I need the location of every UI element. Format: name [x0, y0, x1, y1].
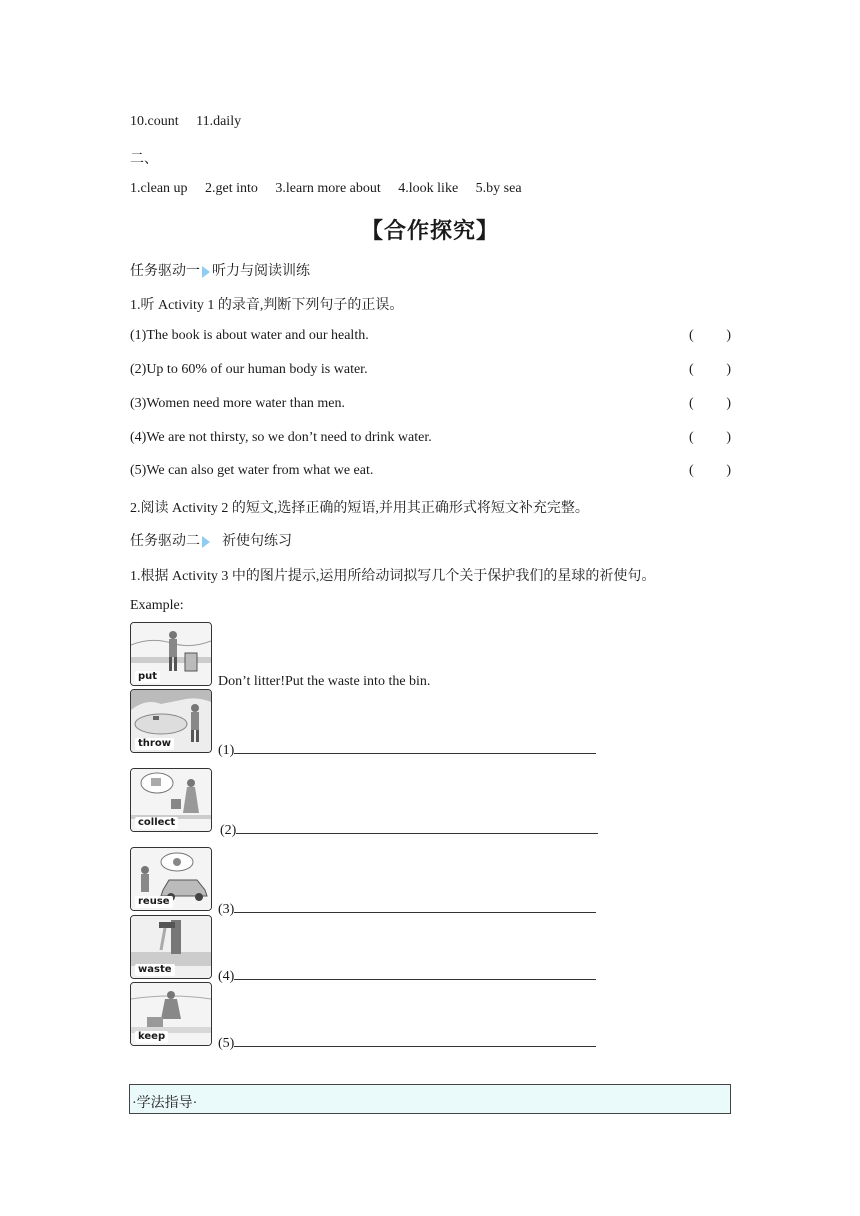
arrow-icon [202, 536, 210, 548]
task2-title [130, 530, 292, 550]
section-heading: 【合作探究】 [360, 219, 499, 244]
picture-reuse [130, 847, 212, 911]
picture-put [130, 622, 212, 686]
picture-waste [130, 915, 212, 979]
answer-item: 2.get into [205, 181, 258, 196]
verb-label: put [135, 671, 160, 683]
answer-item: 10.count [130, 114, 179, 129]
answer-item: 4.look like [398, 181, 459, 196]
answer-paren-4[interactable]: ( ) [689, 430, 731, 445]
statement-5: (5)We can also get water from what we eat. [130, 463, 374, 478]
example-sentence: Don’t litter!Put the waste into the bin. [218, 674, 431, 689]
answer-blank[interactable] [234, 741, 596, 754]
arrow-icon [202, 266, 210, 278]
item-number: (3) [218, 902, 235, 917]
answer-item: 1.clean up [130, 181, 188, 196]
answer-item: 11.daily [196, 114, 242, 129]
answer-line-waste[interactable] [218, 967, 596, 985]
item-number: (4) [218, 969, 235, 984]
answer-line-collect[interactable] [220, 821, 598, 839]
picture-keep [130, 982, 212, 1046]
verb-label: keep [135, 1031, 168, 1043]
statement-3: (3)Women need more water than men. [130, 396, 346, 411]
verb-label: reuse [135, 896, 173, 908]
answer-line-reuse[interactable] [218, 900, 596, 918]
example-label: Example: [130, 598, 184, 613]
task1-title [130, 260, 310, 280]
task1-question-1: 1.听 Activity 1 的录音,判断下列句子的正误。 [130, 298, 404, 313]
answer-blank[interactable] [234, 1034, 596, 1047]
answer-line-1 [130, 114, 241, 130]
task2-title-a: 任务驱动二 [130, 534, 200, 549]
verb-label: throw [135, 738, 174, 750]
verb-label: collect [135, 817, 178, 829]
study-guide-box [129, 1084, 731, 1114]
answer-paren-5[interactable]: ( ) [689, 463, 731, 478]
item-number: (5) [218, 1036, 235, 1051]
picture-collect [130, 768, 212, 832]
task1-title-a: 任务驱动一 [130, 264, 200, 279]
task1-question-2: 2.阅读 Activity 2 的短文,选择正确的短语,并用其正确形式将短文补充完整。 [130, 501, 589, 516]
answer-line-throw[interactable] [218, 741, 596, 759]
picture-throw [130, 689, 212, 753]
statement-1: (1)The book is about water and our health. [130, 328, 369, 343]
answer-paren-1[interactable]: ( ) [689, 328, 731, 343]
task1-title-b: 听力与阅读训练 [212, 264, 310, 279]
answer-item: 5.by sea [475, 181, 522, 196]
answer-paren-3[interactable]: ( ) [689, 396, 731, 411]
answer-paren-2[interactable]: ( ) [689, 362, 731, 377]
verb-label: waste [135, 964, 175, 976]
task2-question-1: 1.根据 Activity 3 中的图片提示,运用所给动词拟写几个关于保护我们的星球的祈使句。 [130, 569, 656, 584]
study-guide-label: ·学法指导· [132, 1096, 198, 1111]
answer-line-keep[interactable] [218, 1034, 596, 1052]
task2-title-b: 祈使句练习 [222, 534, 292, 549]
statement-2: (2)Up to 60% of our human body is water. [130, 362, 368, 377]
section-two-label: 二、 [130, 152, 158, 167]
answer-blank[interactable] [236, 821, 598, 834]
answer-blank[interactable] [234, 900, 596, 913]
answer-line-2 [130, 181, 522, 197]
item-number: (1) [218, 743, 235, 758]
statement-4: (4)We are not thirsty, so we don’t need to drink water. [130, 430, 432, 445]
item-number: (2) [220, 823, 237, 838]
answer-item: 3.learn more about [275, 181, 381, 196]
answer-blank[interactable] [234, 967, 596, 980]
